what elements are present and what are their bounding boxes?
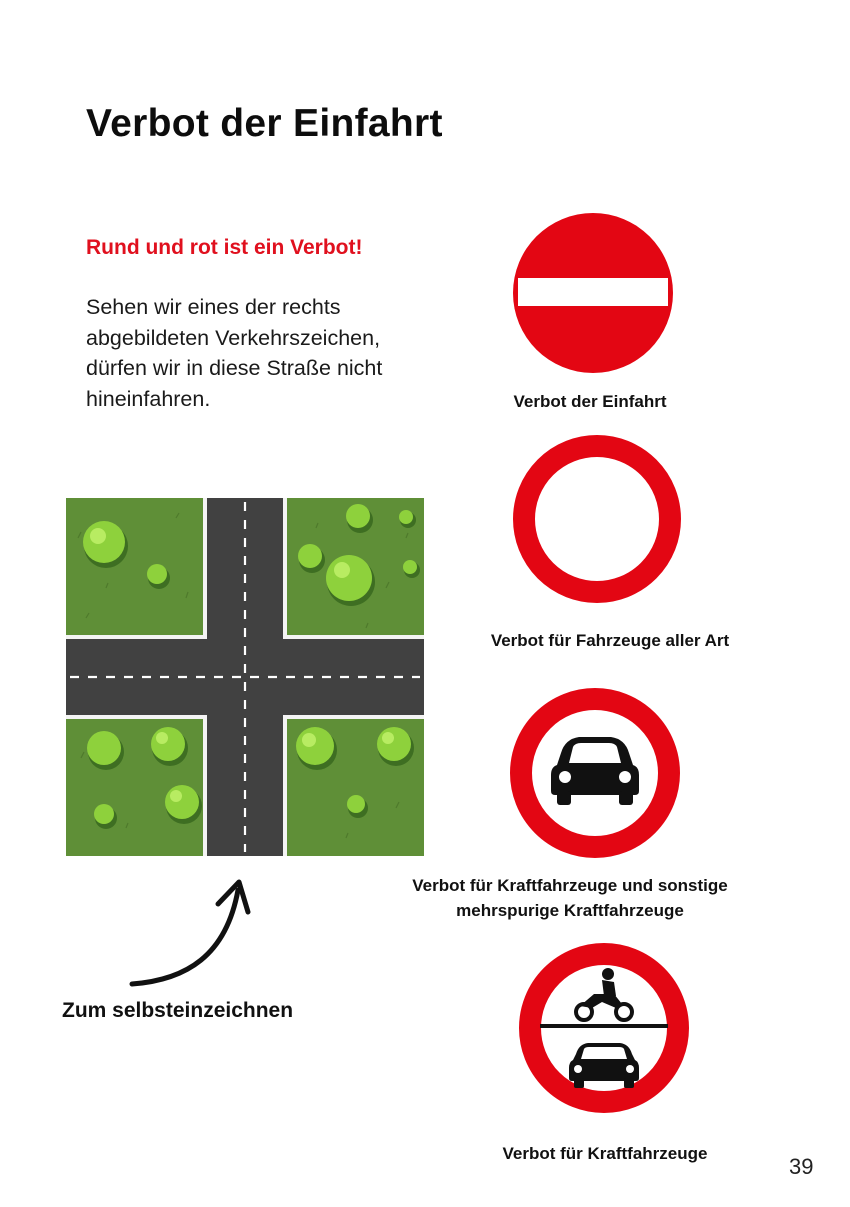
sign-caption: Verbot für Fahrzeuge aller Art [490, 631, 730, 650]
no-entry-sign-icon [512, 212, 674, 374]
draw-instruction: Zum selbsteinzeichnen [62, 999, 294, 1022]
sign-caption: Verbot der Einfahrt [513, 392, 667, 411]
sign-caption: Verbot für Kraftfahrzeuge [502, 1144, 708, 1163]
lead-highlight: Rund und rot ist ein Verbot! [86, 236, 363, 259]
page-title: Verbot der Einfahrt [86, 102, 443, 145]
no-motor-vehicles-sign-icon [509, 687, 681, 859]
no-motorcycles-and-cars-sign-icon [518, 942, 690, 1114]
no-vehicles-sign-icon [512, 434, 682, 604]
curved-arrow-icon [126, 876, 256, 994]
page-number: 39 [789, 1154, 814, 1179]
lead-text: Sehen wir eines der rechts abgebildeten Verkehrszeichen, dürfen wir in diese Straße nicht hineinfahren. [86, 295, 383, 411]
sign-caption: Verbot für Kraftfahrzeuge und sonstige mehrspurige Kraftfahrzeuge [412, 876, 728, 920]
intersection-illustration [66, 498, 424, 856]
